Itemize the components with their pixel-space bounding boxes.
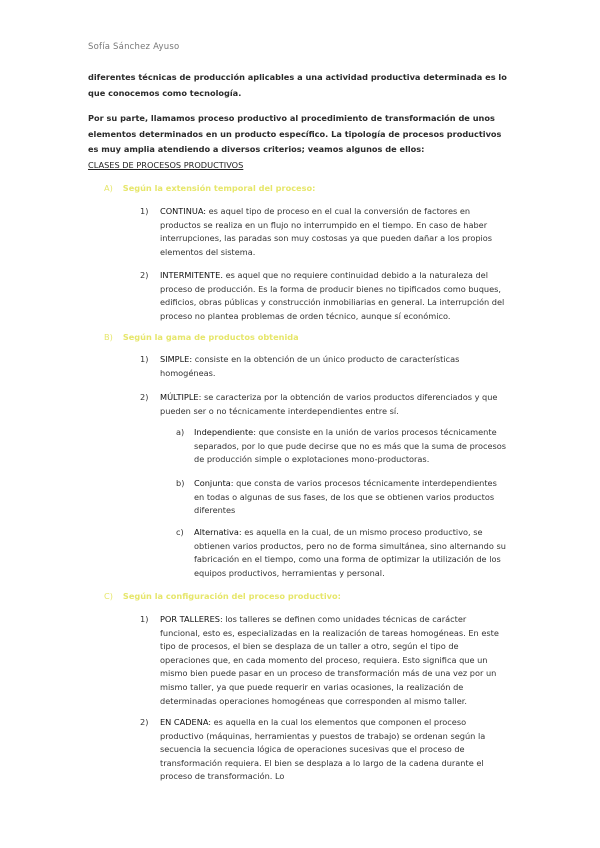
item-number: 1) [140,206,149,216]
item-term: SIMPLE: [160,354,193,364]
item-text: : es aquella en la cual los elementos que componen el proceso productivo (máquinas, herramientas y puestos de trabajo) se ordenan según la secuencia la secuencia lógica de operaciones sucesivas que el proceso de transformación requiera. El bien se desplaza a lo largo de la cadena durante el proceso de transformación. Lo [160,717,486,782]
section-title-text: Según la configuración del proceso productivo: [122,591,341,601]
item-term: Independiente [194,427,254,437]
item-letter: c) [176,527,184,537]
section-letter: C) [104,591,113,601]
item-body [160,613,508,708]
item-term: Alternativa [194,527,239,537]
intro-paragraph-2: Por su parte, llamamos proceso productivo al procedimiento de transformación de unos elementos determinados en un producto específico. La tipología de procesos productivos es muy amplia atendiendo a diversos criterios; veamos algunos de ellos: [88,113,502,154]
item-number: 1) [140,614,149,624]
item-term: CONTINUA: [160,206,207,216]
item-term: EN CADENA [160,717,209,727]
item-body [160,716,508,784]
item-term: INTERMITENTE. [160,270,223,280]
item-text: : que consta de varios procesos técnicamente interdependientes en todas o algunas de sus fases, de los que se obtienen varios productos diferentes [194,478,497,516]
author-header: Sofía Sánchez Ayuso [88,42,180,52]
section-c-title [104,591,341,601]
item-body [194,426,508,467]
item-number: 2) [140,392,149,402]
intro-paragraph-1: diferentes técnicas de producción aplicables a una actividad productiva determinada es lo que conocemos como tecnología. [88,72,507,98]
item-text: : es aquella en la cual, de un mismo proceso productivo, se obtienen varios productos, pero no de forma simultánea, sino alternando su fabricación en el tiempo, como una forma de optimizar la utilización de los equipos productivos, herramientas y personal. [194,527,506,578]
item-body [160,391,508,418]
item-letter: b) [176,478,185,488]
item-body [194,477,508,518]
item-text: : se caracteriza por la obtención de varios productos diferenciados y que pueden ser o no técnicamente interdependientes entre sí. [160,392,498,416]
section-heading: CLASES DE PROCESOS PRODUCTIVOS [88,160,244,170]
section-title-text: Según la gama de productos obtenida [122,332,299,342]
item-text: consiste en la obtención de un único producto de características homogéneas. [160,354,460,378]
item-text: es aquel que no requiere continuidad debido a la naturaleza del proceso de producción. Es la forma de producir bienes no tipificados como buques, edificios, obras públicas y construcción inmobiliarias en general. La interrupción del proceso no plantea problemas de orden técnico, aunque sí económico. [160,270,505,321]
section-letter: B) [104,332,113,342]
item-text: es aquel tipo de proceso en el cual la conversión de factores en productos se realiza en un flujo no interrumpido en el tiempo. En caso de haber interrupciones, las paradas son muy costosas ya que pueden dañar a los propios elementos del sistema. [160,206,493,257]
section-letter: A) [104,183,113,193]
item-number: 2) [140,717,149,727]
item-term: MÚLTIPLE [160,392,199,402]
item-body [194,526,508,580]
item-term: Conjunta [194,478,231,488]
item-body [160,353,508,380]
item-body [160,269,508,323]
section-b-title [104,332,299,342]
item-number: 2) [140,270,149,280]
item-text: : los talleres se definen como unidades técnicas de carácter funcional, esto es, especializadas en la realización de tareas homogéneas. En este tipo de procesos, el bien se desplaza de un taller a otro, según el tipo de operaciones que, en cada momento del proceso, requiera. Esto significa que un mismo bien puede pasar en un proceso de transformación más de una vez por un mismo taller, ya que puede requerir en varias ocasiones, la realización de determinadas operaciones homogéneas que corresponden al mismo taller. [160,614,499,706]
item-term: POR TALLERES [160,614,220,624]
section-title-text: Según la extensión temporal del proceso: [122,183,316,193]
item-letter: a) [176,427,185,437]
section-a-title [104,183,315,193]
item-number: 1) [140,354,149,364]
item-text: : que consiste en la unión de varios procesos técnicamente separados, por lo que pude decirse que no es más que la suma de procesos de producción simple o explotaciones mono-productoras. [194,427,507,465]
item-body [160,205,508,259]
